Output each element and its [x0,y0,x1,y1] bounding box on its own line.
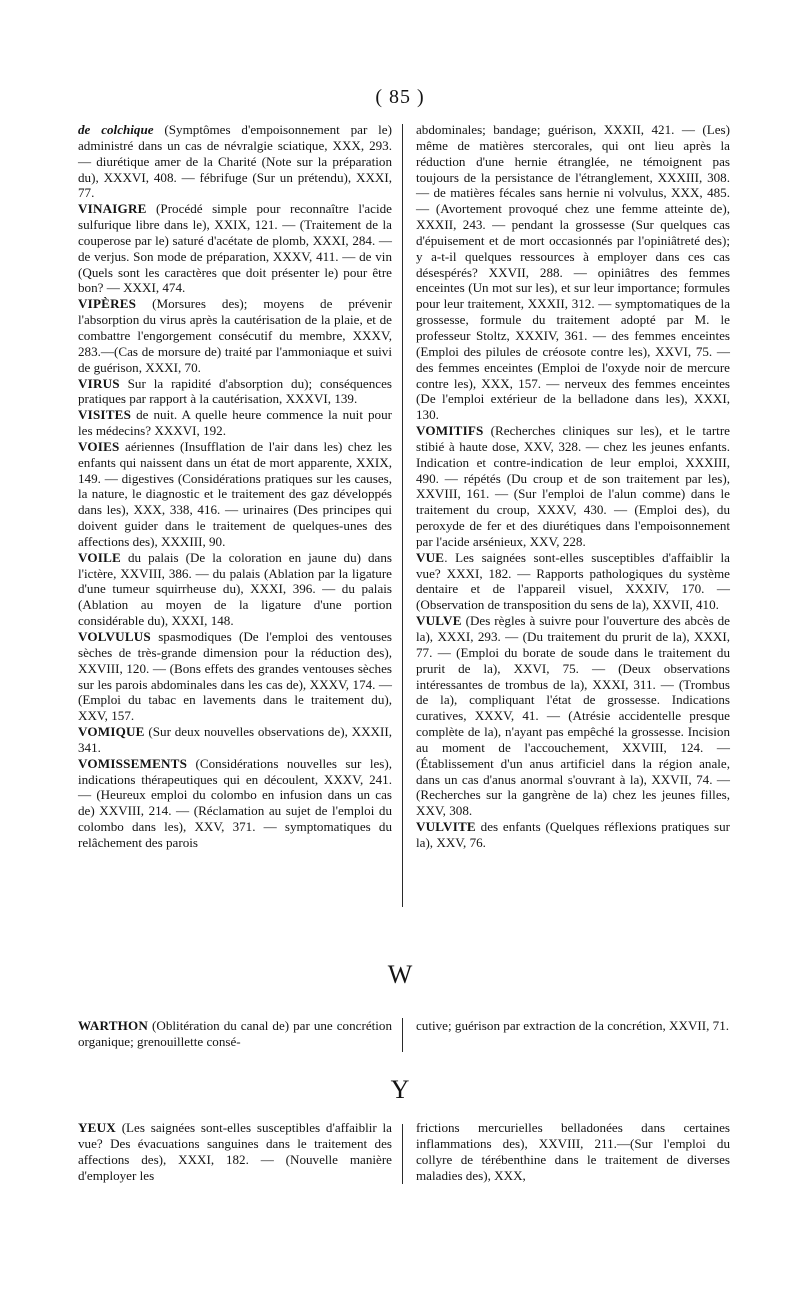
section-letter-y: Y [390,1075,410,1104]
index-entry [416,819,730,851]
entry-text: (Sur deux nouvelles observations de), XXXII, 341. [78,724,392,755]
entry-headword: VOILE [78,549,121,565]
entry-headword: VULVE [416,613,462,629]
entry-headword: WARTHON [78,1018,149,1033]
entry-headword: VOMIQUE [78,724,145,740]
entry-text: cutive; guérison par extraction de la concrétion, XXVII, 71. [416,1018,730,1033]
index-entry [78,296,392,375]
entry-text: frictions mercurielles belladonées dans certaines inflammations des), XXVIII, 211.—(Sur l'emploi du collyre de térébenthine dans le traitement de diverses maladies des), XXX, [416,1120,730,1183]
entry-headword: VOIES [78,438,120,454]
entry-text: spasmodiques (De l'emploi des ventouses sèches de très-grande dimension pour la réduction des), XXVIII, 120. — (Bons effets des grandes ventouses sèches sur les parois abdominales dans les cas de), XXXV, 174. — (Emploi du tabac en lavements dans le traitement du), XXV, 157. [78,629,392,724]
entry-text: abdominales; bandage; guérison, XXXII, 421. — (Les) même de matières stercorales, qui ont lieu après la réduction d'une hernie étranglée, ne témoignent pas toujours de la persistance de l'étranglement, XXXIII, 308. — de matières fécales sans hernie ni volvulus, XXX, 485. — (Avortement provoqué chez une femme atteinte de), XXXII, 243. — pendant la grossesse (Sur quelques cas d'épuisement et de mort occasionnés par l'opiniâtreté des); y a-t-il quelques ressources à employer dans ces cas désespérés? XXVII, 288. — opiniâtres des femmes enceintes (Un mot sur les), et sur leur importance; formules pour leur traitement, XXXII, 312. — symptomatiques de la grossesse, formule du traitement adopté par M. le professeur Stoltz, XXXIV, 361. — des femmes enceintes (Emploi des pilules de créosote contre les), XXVI, 75. — des femmes enceintes (Emploi de l'oxyde noir de mercure contre les), XXX, 157. — nerveux des femmes enceintes (De l'emploi extérieur de la belladone dans les), XXXI, 130. [416,122,730,423]
index-entry [78,439,392,550]
entry-headword: VINAIGRE [78,201,147,217]
entry-text: (Les saignées sont-elles susceptibles d'affaiblir la vue? Des évacuations sanguines dans le traitement des affections des), XXXI, 182. — (Nouvelle manière d'employer les [78,1120,392,1183]
entry-text: (Symptômes d'empoisonnement par le) administré dans un cas de névralgie sciatique, XXX, 293. — diurétique amer de la Charité (Note sur la préparation du), XXXVI, 408. — fébrifuge (Sur un prétendu), XXXI, 77. [78,122,392,201]
column-divider [402,1018,403,1052]
section-letter-w: W [387,960,413,989]
right-column [416,122,730,851]
index-entry [78,550,392,629]
index-entry [78,201,392,296]
entry-text: (Des règles à suivre pour l'ouverture des abcès de la), XXXI, 293. — (Du traitement du prurit de la), XXXI, 77. — (Emploi du borate de soude dans le traitement du prurit de la), XXVI, 75. — (Deux observations intéressantes de trombus de la), XXXI, 311. — (Trombus de la), compliquant l'état de grossesse. Indications curatives, XXXV, 41. — (Atrésie accidentelle presque complète de la), n'ayant pas empêché la grossesse. Incision au moment de l'accouchement, XXVIII, 124. — (Établissement d'un anus artificiel dans la région anale, dans un cas d'anus anormal s'ouvrant à la), XXVII, 74. — (Recherches sur la gangrène de la) chez les jeunes filles, XXV, 308. [416,613,730,819]
entry-lead: de colchique [78,122,154,137]
index-entry [416,613,730,819]
index-entry [78,724,392,756]
index-section-y [78,1120,730,1183]
index-entry [416,1018,730,1034]
entry-headword: VOMISSEMENTS [78,755,188,771]
index-entry [416,122,730,423]
entry-text: des enfants (Quelques réflexions pratiques sur la), XXV, 76. [416,819,730,850]
entry-text: Sur la rapidité d'absorption du); conséquences pratiques par rapport à la cautérisation, XXXVI, 139. [78,375,392,407]
index-entry [416,1120,730,1183]
index-entry [416,423,730,550]
entry-headword: VISITES [78,407,132,423]
entry-headword: VIRUS [78,375,120,391]
entry-headword: YEUX [78,1120,116,1135]
index-section-v [78,122,730,851]
entry-headword: VIPÈRES [78,296,137,312]
right-column [416,1018,730,1050]
entry-text: (Procédé simple pour reconnaître l'acide sulfurique libre dans le), XXIX, 121. — (Traitement de la couperose par le) saturé d'acétate de plomb, XXXI, 284. — de verjus. Son mode de préparation, XXXV, 411. — de vin (Quels sont les caractères que doit présenter le) pour être bon? — XXXI, 474. [78,201,392,296]
index-entry [78,376,392,408]
entry-text: de nuit. A quelle heure commence la nuit pour les médecins? XXXVI, 192. [78,407,392,439]
index-entry [78,756,392,851]
left-column [78,1018,392,1050]
entry-text: (Oblitération du canal de) par une concrétion organique; grenouillette consé- [78,1018,392,1049]
left-column [78,122,392,851]
entry-text: (Morsures des); moyens de prévenir l'absorption du virus après la cautérisation de la plaie, et de combattre l'engorgement consécutif du membre, XXXV, 283.—(Cas de morsure de) traité par l'ammoniaque et suivi de guérison, XXXI, 70. [78,296,392,375]
index-section-w [78,1018,730,1050]
index-entry [78,1018,392,1050]
column-divider [402,1124,403,1184]
entry-text: du palais (De la coloration en jaune du) dans l'ictère, XXVIII, 386. — du palais (Ablation par la ligature d'une tumeur squirrheuse du), XXXI, 396. — du palais (Ablation au moyen de la ligature d'une portion considérable du), XXXI, 148. [78,549,392,629]
page-number: ( 85 ) [375,86,425,108]
left-column [78,1120,392,1183]
right-column [416,1120,730,1183]
index-entry [78,1120,392,1183]
column-divider [402,124,403,907]
entry-headword: VULVITE [416,819,476,835]
index-entry [416,550,730,613]
index-entry [78,629,392,724]
entry-headword: VOLVULUS [78,629,151,644]
index-entry [78,122,392,201]
entry-text: (Recherches cliniques sur les), et le tartre stibié à haute dose, XXV, 328. — chez les jeunes enfants. Indication et contre-indication de leur emploi, XXXIII, 490. — répétés (Du croup et de son traitement par les), XXVIII, 161. — (Sur l'emploi de l'alun comme) dans le traitement du croup, XXXV, 430. — (Emploi des), du peroxyde de fer et des diurétiques dans l'empoisonnement par l'acide arsénieux, XXV, 228. [416,423,730,549]
entry-text: (Considérations nouvelles sur les), indications thérapeutiques qui en découlent, XXXV, 241. — (Heureux emploi du colombo en infusion dans un cas de) XXVIII, 214. — (Réclamation au sujet de l'emploi du colombo dans les), XXV, 371. — symptomatiques du relâchement des parois [78,755,392,850]
entry-text: aériennes (Insufflation de l'air dans les) chez les enfants qui naissent dans un état de mort apparente, XXIX, 149. — digestives (Considérations pratiques sur les causes, la nature, le diagnostic et le traitement des gaz développés dans les), XXX, 338, 416. — urinaires (Des principes qui doivent guider dans le traitement de quelques-unes des affections des), XXXIII, 90. [78,438,392,549]
entry-text: . Les saignées sont-elles susceptibles d'affaiblir la vue? XXXI, 182. — Rapports pathologiques du système dentaire et de l'appareil visuel, XXXIV, 170. — (Observation de transposition du sens de la), XXVII, 410. [416,549,730,613]
entry-headword: VOMITIFS [416,423,484,439]
index-entry [78,407,392,439]
entry-headword: VUE [416,549,445,565]
